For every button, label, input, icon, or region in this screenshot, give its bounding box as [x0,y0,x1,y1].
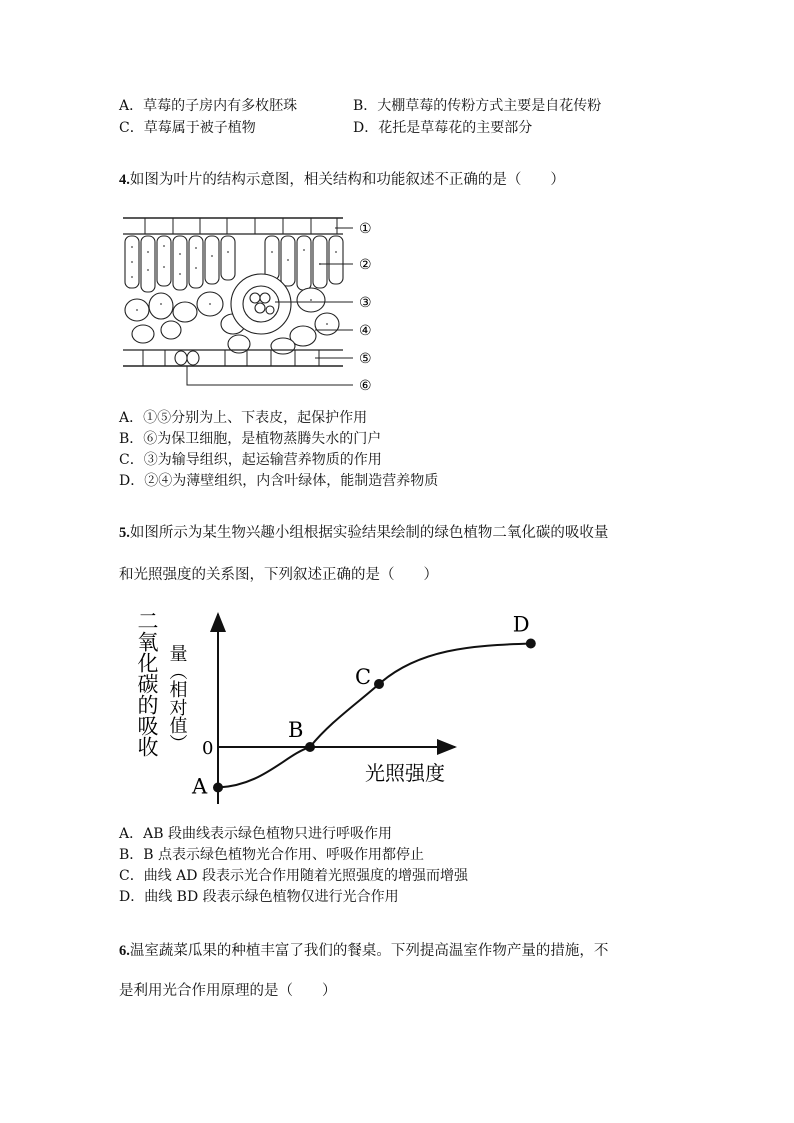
q5-option-d: D．曲线 BD 段表示绿色植物仅进行光合作用 [119,889,399,905]
q4-stem [119,170,565,190]
point-b [305,742,315,752]
q5-stem-text-1: 如图所示为某生物兴趣小组根据实验结果绘制的绿色植物二氧化碳的吸收量 [129,525,609,541]
q3-option-a: A．草莓的子房内有多枚胚珠 [119,98,298,114]
point-d [526,639,536,649]
q4-number: 4. [119,172,130,188]
label-6: ⑥ [359,378,372,394]
q6-stem-line1 [119,941,608,961]
q4-option-d: D．②④为薄壁组织，内含叶绿体，能制造营养物质 [119,473,439,489]
co2-absorption-chart [115,604,530,814]
q6-stem-text-1: 温室蔬菜瓜果的种植丰富了我们的餐桌。下列提高温室作物产量的措施，不 [129,943,609,959]
leaf-structure-diagram [115,212,385,397]
q5-option-b: B．B 点表示绿色植物光合作用、呼吸作用都停止 [119,847,425,863]
q4-option-a: A．①⑤分别为上、下表皮，起保护作用 [119,410,368,426]
point-label-d: D [512,612,530,637]
point-label-c: C [355,665,372,689]
q5-option-c: C．曲线 AD 段表示光合作用随着光照强度的增强而增强 [119,868,468,884]
y-axis-label-2: 量（相对值） [166,644,188,752]
point-c [374,679,384,689]
q3-option-c: C．草莓属于被子植物 [119,120,256,136]
point-label-a: A [192,774,208,799]
label-2: ② [359,257,372,273]
q4-option-c: C．③为输导组织，起运输营养物质的作用 [119,452,382,468]
label-3: ③ [359,295,372,311]
q5-stem-line2: 和光照强度的关系图，下列叙述正确的是（ ） [119,567,438,583]
q5-stem-line1 [119,523,608,543]
label-4: ④ [359,323,372,339]
q4-stem-text: 如图为叶片的结构示意图，相关结构和功能叙述不正确的是（ ） [129,172,565,188]
point-a [213,783,223,793]
q3-option-b: B．大棚草莓的传粉方式主要是自花传粉 [353,98,602,114]
point-label-b: B [288,718,304,742]
label-1: ① [359,221,372,237]
y-axis-label-1: 二氧化碳的吸收 [135,610,159,757]
q6-number: 6. [119,943,130,959]
q5-option-a: A．AB 段曲线表示绿色植物只进行呼吸作用 [119,826,392,842]
origin-label: 0 [202,738,214,759]
q4-option-b: B．⑥为保卫细胞，是植物蒸腾失水的门户 [119,431,382,447]
x-axis-label: 光照强度 [365,761,445,785]
q3-option-d: D．花托是草莓花的主要部分 [353,120,533,136]
q5-number: 5. [119,525,130,541]
label-5: ⑤ [359,351,372,367]
q6-stem-line2: 是利用光合作用原理的是（ ） [119,983,337,999]
